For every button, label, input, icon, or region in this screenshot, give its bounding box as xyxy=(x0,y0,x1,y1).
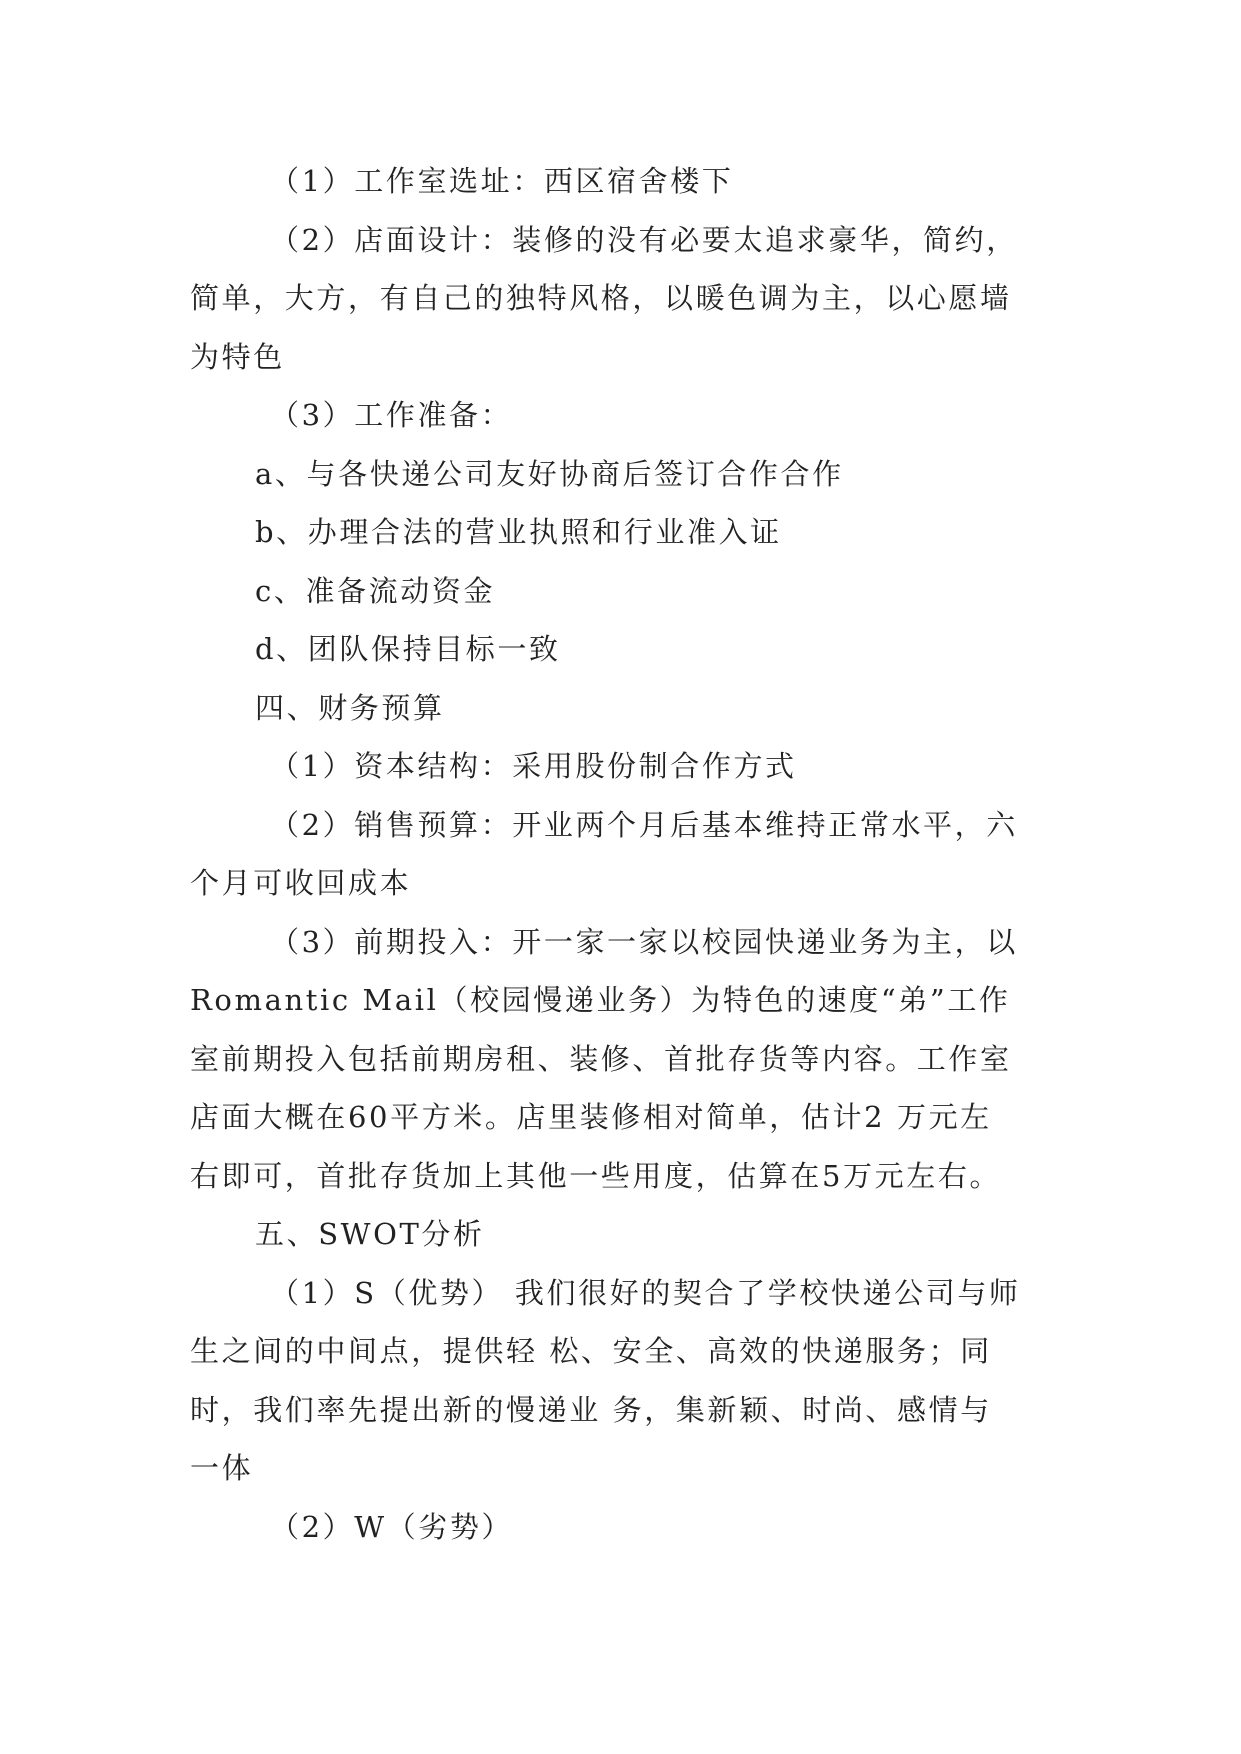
list-item-d: d、团队保持目标一致 xyxy=(255,632,561,666)
body-line: （3）前期投入：开一家一家以校园快递业务为主，以 xyxy=(270,924,1018,959)
body-line: 时，我们率先提出新的慢递业 务，集新颖、时尚、感情与 xyxy=(190,1392,992,1427)
body-line: 为特色 xyxy=(190,339,285,374)
body-line: 简单，大方，有自己的独特风格，以暖色调为主，以心愿墙 xyxy=(190,281,1012,315)
list-item-b: b、办理合法的营业执照和行业准入证 xyxy=(255,515,782,549)
body-line: 右即可，首批存货加上其他一些用度，估算在5万元左右。 xyxy=(190,1158,1002,1193)
section-heading-finance: 四、财务预算 xyxy=(255,690,445,725)
body-line: （2）店面设计：装修的没有必要太追求豪华，简约， xyxy=(270,222,1018,257)
body-line: （2）销售预算：开业两个月后基本维持正常水平，六 xyxy=(270,807,1018,842)
body-line: （1）资本结构：采用股份制合作方式 xyxy=(270,749,797,783)
body-line: （1）工作室选址：西区宿舍楼下 xyxy=(270,164,734,198)
body-line: 一体 xyxy=(190,1451,254,1485)
body-line: 个月可收回成本 xyxy=(190,866,412,900)
body-line: Romantic Mail（校园慢递业务）为特色的速度“弟”工作 xyxy=(190,983,1011,1017)
section-heading-swot: 五、SWOT分析 xyxy=(255,1217,485,1251)
body-line: 室前期投入包括前期房租、装修、首批存货等内容。工作室 xyxy=(190,1041,1012,1076)
document-body xyxy=(190,152,1090,1556)
body-line: （2）W（劣势） xyxy=(270,1509,514,1544)
body-line: （1）S（优势） 我们很好的契合了学校快递公司与师 xyxy=(270,1275,1021,1310)
list-item-c: c、准备流动资金 xyxy=(255,573,496,608)
body-line: （3）工作准备： xyxy=(270,398,513,432)
list-item-a: a、与各快递公司友好协商后签订合作合作 xyxy=(255,456,844,491)
body-line: 生之间的中间点，提供轻 松、安全、高效的快递服务；同 xyxy=(190,1334,992,1368)
body-line: 店面大概在60平方米。店里装修相对简单，估计2 万元左 xyxy=(190,1100,992,1134)
